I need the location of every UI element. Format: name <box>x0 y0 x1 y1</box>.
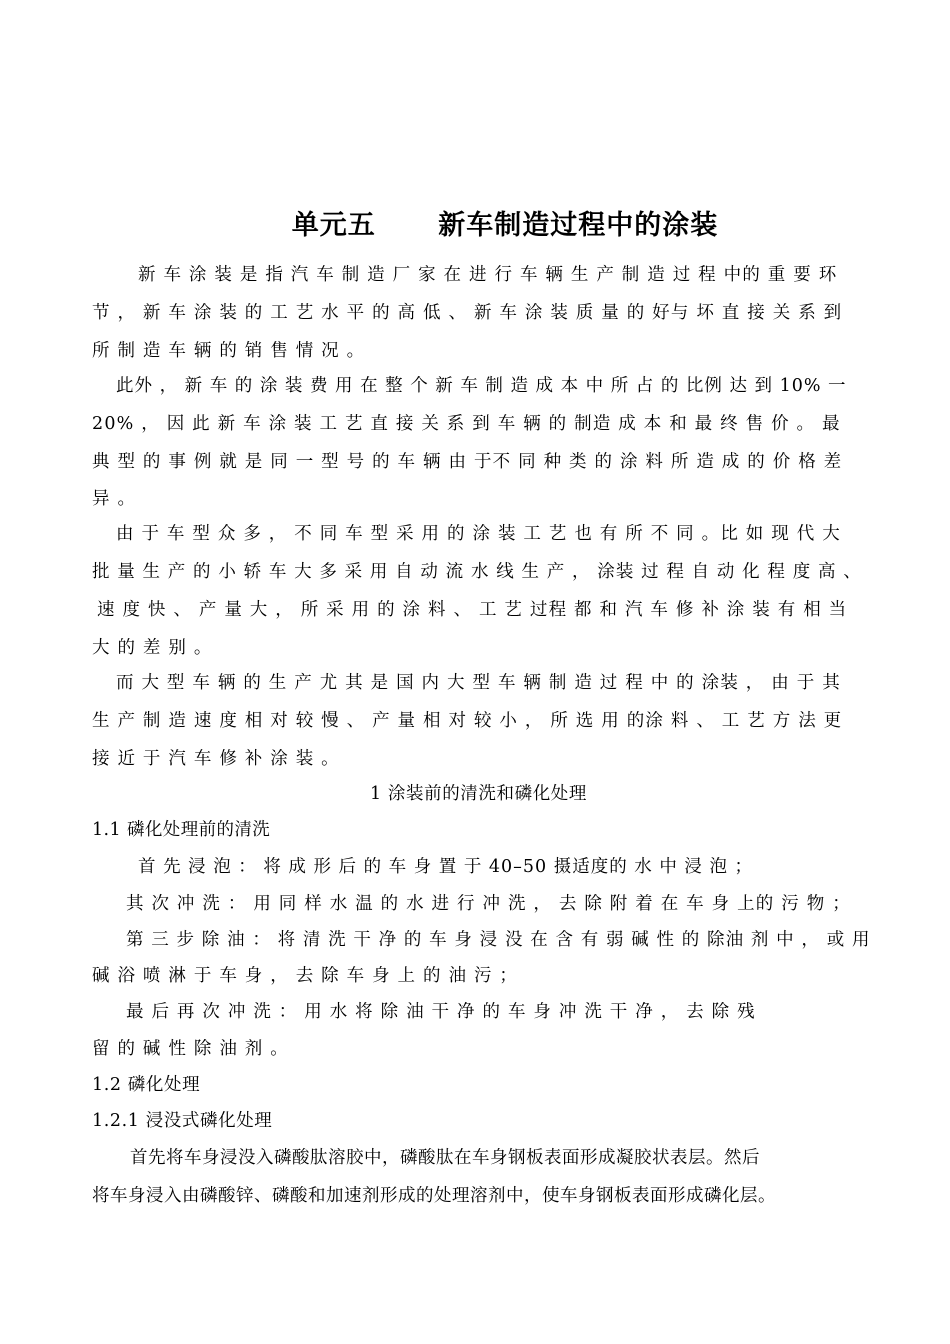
text-line: 接 近 于 汽 车 修 补 涂 装 。 <box>92 749 340 769</box>
page-title: 单元五 新车制造过程中的涂装 <box>291 210 719 241</box>
text-line: 第 三 步 除 油 ： 将 清 洗 干 净 的 车 身 浸 没 在 含 有 弱 碱 性 的 除油 剂 中 ， 或 用 <box>126 930 871 950</box>
text-line: 而 大 型 车 辆 的 生 产 尤 其 是 国 内 大 型 车 辆 制 造 过 程 中 的 涂装 ， 由 于 其 <box>116 673 841 693</box>
text-line: 速 度 快 、 产 量 大 ， 所 采 用 的 涂 料 、 工 艺 过程 都 和 汽 车 修 补 涂 装 有 相 当 <box>97 600 848 620</box>
subsection-heading: 1.2 磷化处理 <box>92 1075 201 1095</box>
text-line: 留 的 碱 性 除 油 剂 。 <box>92 1039 289 1059</box>
text-line: 典 型 的 事 例 就 是 同 一 型 号 的 车 辆 由 于不 同 种 类 的 涂 料 所 造 成 的 价 格 差 <box>92 452 843 472</box>
text-line: 大 的 差 别 。 <box>92 638 213 658</box>
section-heading: 1 涂装前的清洗和磷化处理 <box>370 784 587 804</box>
text-line: 碱 浴 喷 淋 于 车 身 ， 去 除 车 身 上 的 油 污 ； <box>92 966 519 986</box>
text-line: 20% ， 因 此 新 车 涂 装 工 艺 直 接 关 系 到 车 辆 的 制造 成 本 和 最 终 售 价 。 最 <box>92 414 841 434</box>
text-line: 新 车 涂 装 是 指 汽 车 制 造 厂 家 在 进 行 车 辆 生 产 制 造 过 程 中的 重 要 环 <box>138 265 838 285</box>
text-line: 异 。 <box>92 489 137 509</box>
text-line: 节 ， 新 车 涂 装 的 工 艺 水 平 的 高 低 、 新 车 涂 装 质 量 的 好与 坏 直 接 关 系 到 <box>92 303 843 323</box>
subsection-heading: 1.1 磷化处理前的清洗 <box>92 820 271 840</box>
text-line: 首 先 浸 泡 ： 将 成 形 后 的 车 身 置 于 40–50 摄适度的 水 中 浸 泡 ； <box>138 857 754 877</box>
text-line: 所 制 造 车 辆 的 销 售 情 况 。 <box>92 341 366 361</box>
text-line: 将车身浸入由磷酸锌、磷酸和加速剂形成的处理溶剂中，使车身钢板表面形成磷化层。 <box>92 1186 776 1206</box>
text-line: 其 次 冲 洗 ： 用 同 样 水 温 的 水 进 行 冲 洗 ， 去 除 附 着 在 车 身 上的 污 物 ； <box>126 894 851 914</box>
subsection-heading: 1.2.1 浸没式磷化处理 <box>92 1111 273 1131</box>
text-line: 最 后 再 次 冲 洗 ： 用 水 将 除 油 干 净 的 车 身 冲 洗 干 净 ， 去 除 残 <box>126 1002 756 1022</box>
text-line: 由 于 车 型 众 多 ， 不 同 车 型 采 用 的 涂 装 工 艺 也 有 所 不 同 。比 如 现 代 大 <box>116 524 841 544</box>
text-line: 此外 ， 新 车 的 涂 装 费 用 在 整 个 新 车 制 造 成 本 中 所 占 的 比例 达 到 10% 一 <box>116 376 847 396</box>
text-line: 首先将车身浸没入磷酸肽溶胶中，磷酸肽在车身钢板表面形成凝胶状表层。然后 <box>130 1148 760 1168</box>
text-line: 批 量 生 产 的 小 轿 车 大 多 采 用 自 动 流 水 线 生 产 ， 涂装 过 程 自 动 化 程 度 高 、 <box>92 562 862 582</box>
text-line: 生 产 制 造 速 度 相 对 较 慢 、 产 量 相 对 较 小 ， 所 选 用 的涂 料 、 工 艺 方 法 更 <box>92 711 843 731</box>
